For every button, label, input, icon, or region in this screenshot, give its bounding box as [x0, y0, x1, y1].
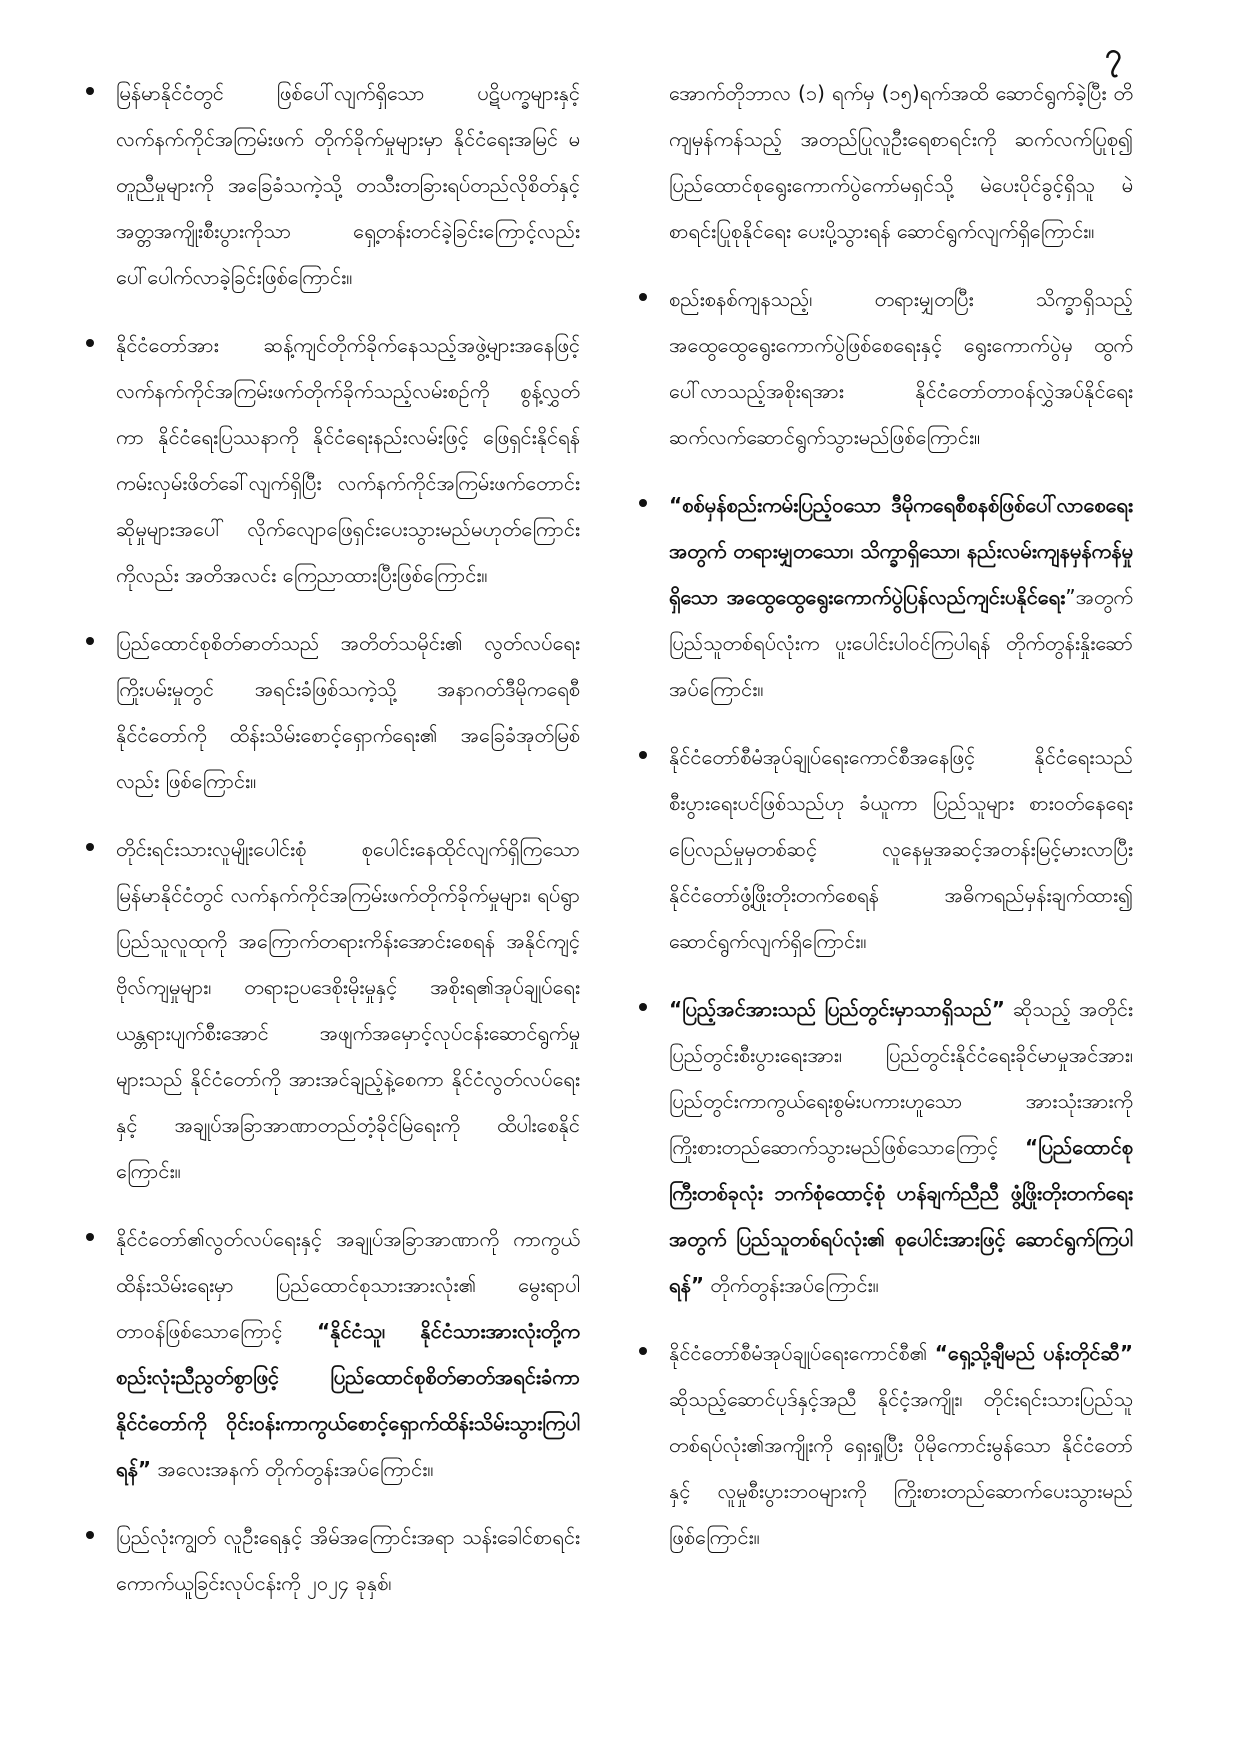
paragraph-text: အောက်တိုဘာလ (၁) ရက်မှ (၁၅)ရက်အထိ ဆောင်ရွက်ခဲ့ပြီး တိကျမှန်ကန်သည့် အတည်ပြုလူဦးရေစာရင်းကို ဆက်လက်ပြုစု၍ ပြည်ထောင်စုရွေးကောက်ပွဲကော်မရှင်သို့ မဲပေးပိုင်ခွင့်ရှိသူ မဲစာရင်းပြုစုနိုင်ရေး ပေးပို့သွားရန် ဆောင်ရွက်လျက်ရှိကြောင်း။	[669, 81, 1133, 243]
paragraph-text-post: အလေးအနက် တိုက်တွန်းအပ်ကြောင်း။	[150, 1457, 434, 1481]
bullet-paragraph	[633, 1330, 1133, 1560]
paragraph-text: နိုင်ငံတော်အား ဆန့်ကျင်တိုက်ခိုက်နေသည့်အဖွဲ့များအနေဖြင့် လက်နက်ကိုင်အကြမ်းဖက်တိုက်ခိုက်သည့်လမ်းစဉ်ကို စွန့်လွှတ်ကာ နိုင်ငံရေးပြဿနာကို နိုင်ငံရေးနည်းလမ်းဖြင့် ဖြေရှင်းနိုင်ရန် ကမ်းလှမ်းဖိတ်ခေါ်လျက်ရှိပြီး လက်နက်ကိုင်အကြမ်းဖက်တောင်းဆိုမှုများအပေါ် လိုက်လျောဖြေရှင်းပေးသွားမည်မဟုတ်ကြောင်းကိုလည်း အတိအလင်း ကြေညာထားပြီးဖြစ်ကြောင်း။	[116, 333, 580, 587]
paragraph-text	[116, 1216, 580, 1492]
bullet-paragraph	[80, 1216, 580, 1492]
bullet-icon	[639, 1347, 647, 1355]
paragraph-text-post: တိုက်တွန်းအပ်ကြောင်း။	[703, 1273, 879, 1297]
bullet-icon	[86, 1233, 94, 1241]
emphasis-quote: “စစ်မှန်စည်းကမ်းပြည့်ဝသော ဒီမိုကရေစီစနစ်ဖြစ်ပေါ်လာစေရေးအတွက် တရားမျှတသော၊ သိက္ခာရှိသော၊ နည်းလမ်းကျနမှန်ကန်မှုရှိသော အထွေထွေရွေးကောက်ပွဲပြန်လည်ကျင်းပနိုင်ရေး	[669, 493, 1133, 609]
page-number: ၇	[1105, 37, 1122, 72]
paragraph-text-pre: နိုင်ငံတော်၏လွတ်လပ်ရေးနှင့် အချုပ်အခြာအာဏာကို ကာကွယ်ထိန်းသိမ်းရေးမှာ ပြည်ထောင်စုသားအားလုံး၏ မွေးရာပါတာဝန်ဖြစ်သောကြောင့်	[116, 1227, 580, 1343]
bullet-paragraph	[80, 70, 580, 300]
emphasis-quote: “ပြည့်အင်အားသည် ပြည်တွင်းမှာသာရှိသည်”	[669, 997, 1005, 1021]
bullet-icon	[86, 637, 94, 645]
emphasis-quote: “ပြည်ထောင်စုကြီးတစ်ခုလုံး ဘက်စုံထောင့်စုံ ဟန်ချက်ညီညီ ဖွံ့ဖြိုးတိုးတက်ရေးအတွက် ပြည်သူတစ်ရပ်လုံး၏ စုပေါင်းအားဖြင့် ဆောင်ရွက်ကြပါရန်”	[669, 1135, 1133, 1297]
paragraph-text: ပြည်ထောင်စုစိတ်ဓာတ်သည် အတိတ်သမိုင်း၏ လွတ်လပ်ရေးကြိုးပမ်းမှုတွင် အရင်းခံဖြစ်သကဲ့သို့ အနာဂတ်ဒီမိုကရေစီနိုင်ငံတော်ကို ထိန်းသိမ်းစောင့်ရှောက်ရေး၏ အခြေခံအုတ်မြစ်လည်း ဖြစ်ကြောင်း။	[116, 631, 580, 793]
bullet-icon	[639, 499, 647, 507]
paragraph-text: ပြည်လုံးကျွတ် လူဦးရေနှင့် အိမ်အကြောင်းအရာ သန်းခေါင်စာရင်းကောက်ယူခြင်းလုပ်ငန်းကို ၂၀၂၄ ခုနှစ်၊	[116, 1525, 580, 1595]
bullet-paragraph	[633, 734, 1133, 964]
bullet-paragraph	[633, 276, 1133, 460]
bullet-icon	[639, 1003, 647, 1011]
paragraph-text-post: ဆိုသည့်ဆောင်ပုဒ်နှင့်အညီ နိုင်ငံ့အကျိုး၊ တိုင်းရင်းသားပြည်သူတစ်ရပ်လုံး၏အကျိုးကို ရှေးရှုပြီး ပိုမိုကောင်းမွန်သော နိုင်ငံတော်နှင့် လူမှုစီးပွားဘဝများကို ကြိုးစားတည်ဆောက်ပေးသွားမည်ဖြစ်ကြောင်း။	[669, 1387, 1133, 1549]
continued-paragraph	[633, 70, 1133, 254]
bullet-icon	[86, 339, 94, 347]
bullet-paragraph	[80, 620, 580, 804]
bullet-paragraph	[80, 322, 580, 598]
right-column	[633, 70, 1133, 1582]
paragraph-text: နိုင်ငံတော်စီမံအုပ်ချုပ်ရေးကောင်စီအနေဖြင့် နိုင်ငံရေးသည် စီးပွားရေးပင်ဖြစ်သည်ဟု ခံယူကာ ပြည်သူများ စားဝတ်နေရေးပြေလည်မှုမှတစ်ဆင့် လူနေမှုအဆင့်အတန်းမြင့်မားလာပြီး နိုင်ငံတော်ဖွံ့ဖြိုးတိုးတက်စေရန် အဓိကရည်မှန်းချက်ထား၍ ဆောင်ရွက်လျက်ရှိကြောင်း။	[669, 745, 1133, 953]
emphasis-quote: “ရှေ့သို့ချီမည် ပန်းတိုင်ဆီ”	[934, 1341, 1133, 1365]
emphasis-quote: “နိုင်ငံသူ၊ နိုင်ငံသားအားလုံးတို့က စည်းလုံးညီညွတ်စွာဖြင့် ပြည်ထောင်စုစိတ်ဓာတ်အရင်းခံကာ နိုင်ငံတော်ကို ဝိုင်းဝန်းကာကွယ်စောင့်ရှောက်ထိန်းသိမ်းသွားကြပါရန်”	[116, 1319, 580, 1481]
bullet-icon	[86, 1531, 94, 1539]
bullet-icon	[639, 293, 647, 301]
paragraph-text: တိုင်းရင်းသားလူမျိုးပေါင်းစုံ စုပေါင်းနေထိုင်လျက်ရှိကြသော မြန်မာနိုင်ငံတွင် လက်နက်ကိုင်အကြမ်းဖက်တိုက်ခိုက်မှုများ၊ ရပ်ရွာပြည်သူလူထုကို အကြောက်တရားကိန်းအောင်းစေရန် အနိုင်ကျင့်ဗိုလ်ကျမှုများ၊ တရားဥပဒေစိုးမိုးမှုနှင့် အစိုးရ၏အုပ်ချုပ်ရေးယန္တရားပျက်စီးအောင် အဖျက်အမှောင့်လုပ်ငန်းဆောင်ရွက်မှုများသည် နိုင်ငံတော်ကို အားအင်ချည့်နဲ့စေကာ နိုင်ငံလွတ်လပ်ရေးနှင့် အချုပ်အခြာအာဏာတည်တံ့ခိုင်မြဲရေးကို ထိပါးစေနိုင်ကြောင်း။	[116, 837, 580, 1183]
paragraph-text: စည်းစနစ်ကျနသည့်၊ တရားမျှတပြီး သိက္ခာရှိသည့် အထွေထွေရွေးကောက်ပွဲဖြစ်စေရေးနှင့် ရွေးကောက်ပွဲမှ ထွက်ပေါ်လာသည့်အစိုးရအား နိုင်ငံတော်တာဝန်လွှဲအပ်နိုင်ရေး ဆက်လက်ဆောင်ရွက်သွားမည်ဖြစ်ကြောင်း။	[669, 287, 1133, 449]
paragraph-text	[669, 1330, 1133, 1560]
paragraph-text	[669, 986, 1133, 1308]
paragraph-text-post: ”အတွက် ပြည်သူတစ်ရပ်လုံးက ပူးပေါင်းပါဝင်ကြပါရန် တိုက်တွန်းနှိုးဆော်အပ်ကြောင်း။	[669, 585, 1133, 701]
bullet-paragraph	[633, 482, 1133, 712]
left-column	[80, 70, 580, 1628]
bullet-icon	[86, 843, 94, 851]
bullet-icon	[86, 87, 94, 95]
bullet-icon	[639, 751, 647, 759]
bullet-paragraph	[80, 1514, 580, 1606]
paragraph-text	[669, 482, 1133, 712]
paragraph-text-pre: နိုင်ငံတော်စီမံအုပ်ချုပ်ရေးကောင်စီ၏	[669, 1341, 935, 1365]
paragraph-text-mid: ဆိုသည့် အတိုင်း ပြည်တွင်းစီးပွားရေးအား၊ ပြည်တွင်းနိုင်ငံရေးခိုင်မာမှုအင်အား၊ ပြည်တွင်းကာကွယ်ရေးစွမ်းပကားဟူသော အားသုံးအားကို ကြိုးစားတည်ဆောက်သွားမည်ဖြစ်သောကြောင့်	[669, 997, 1133, 1159]
bullet-paragraph	[80, 826, 580, 1194]
paragraph-text: မြန်မာနိုင်ငံတွင် ဖြစ်ပေါ်လျက်ရှိသော ပဋိပက္ခများနှင့် လက်နက်ကိုင်အကြမ်းဖက် တိုက်ခိုက်မှုများမှာ နိုင်ငံရေးအမြင် မတူညီမှုများကို အခြေခံသကဲ့သို့ တသီးတခြားရပ်တည်လိုစိတ်နှင့် အတ္တအကျိုးစီးပွားကိုသာ ရှေ့တန်းတင်ခဲ့ခြင်းကြောင့်လည်း ပေါ်ပေါက်လာခဲ့ခြင်းဖြစ်ကြောင်း။	[116, 81, 580, 289]
bullet-paragraph	[633, 986, 1133, 1308]
